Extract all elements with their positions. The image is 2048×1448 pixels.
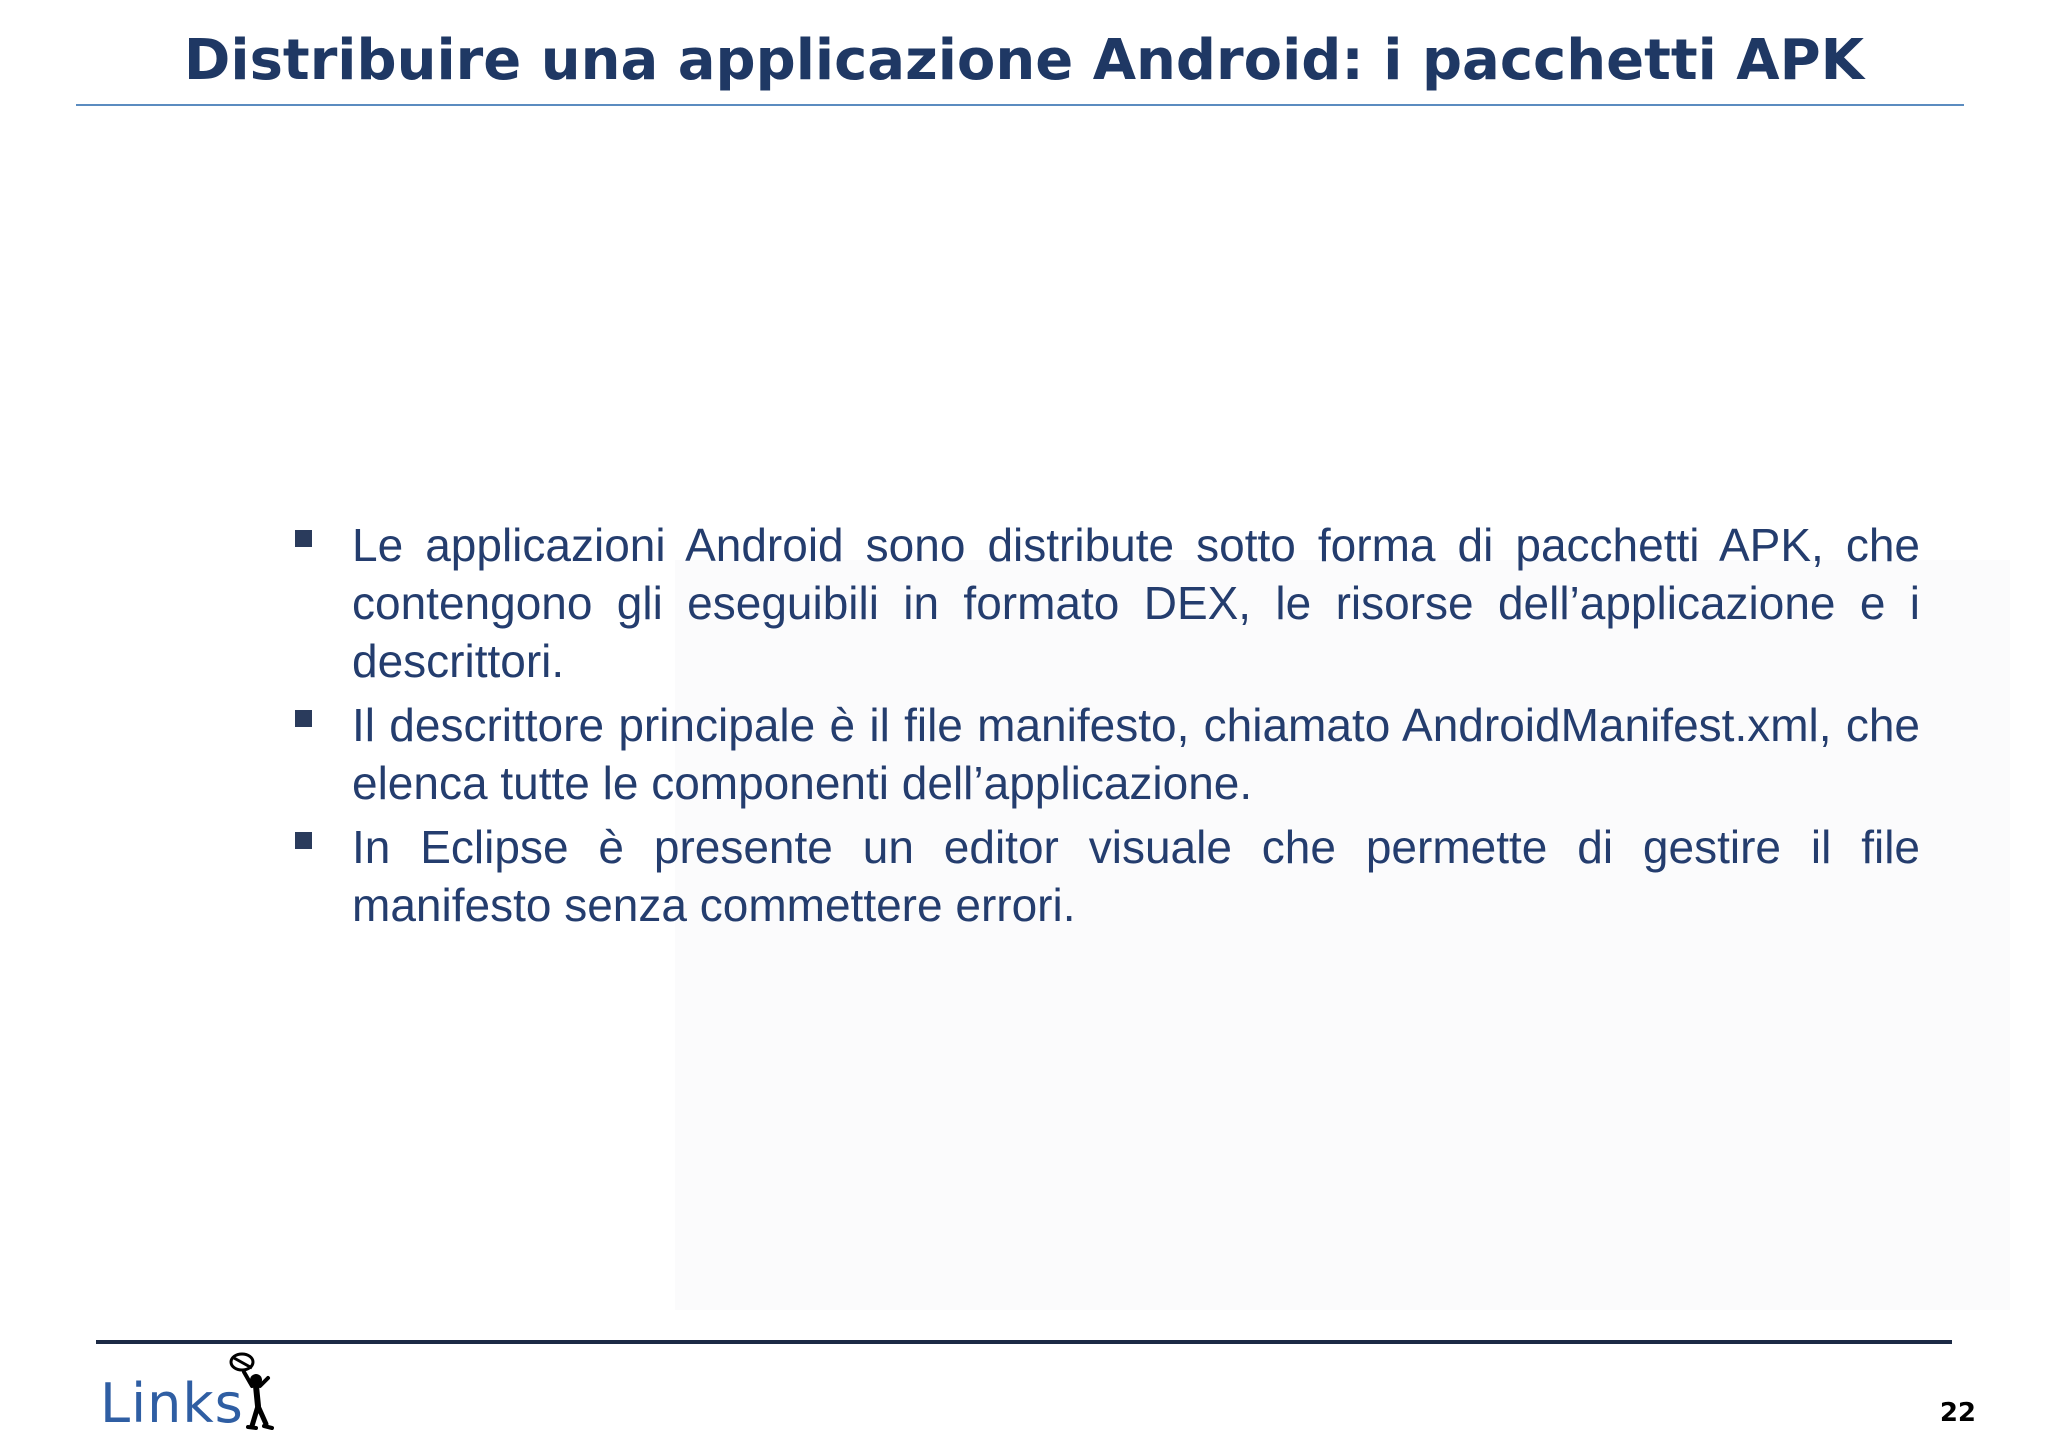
list-item (292, 696, 1920, 812)
footer-divider (96, 1340, 1952, 1344)
logo-text: Links (100, 1372, 244, 1435)
square-bullet-icon (295, 530, 312, 547)
list-item (292, 516, 1920, 690)
square-bullet-icon (295, 832, 312, 849)
slide-title: Distribuire una applicazione Android: i pacchetti APK (183, 28, 1865, 93)
juggler-figure-icon (222, 1350, 284, 1432)
bullet-text: Il descrittore principale è il file manifesto, chiamato AndroidManifest.xml, che elenca tutte le componenti dell’applicazione. (352, 699, 1920, 809)
square-bullet-icon (295, 710, 312, 727)
title-divider (76, 104, 1964, 106)
list-item (292, 818, 1920, 934)
bullet-text: Le applicazioni Android sono distribute sotto forma di pacchetti APK, che contengono gli eseguibili in formato DEX, le risorse dell’applicazione e i descrittori. (352, 519, 1920, 687)
bullet-text: In Eclipse è presente un editor visuale che permette di gestire il file manifesto senza commettere errori. (352, 821, 1920, 931)
links-logo (100, 1350, 300, 1440)
bullet-list (292, 516, 1920, 940)
page-number: 22 (1939, 1398, 1976, 1428)
